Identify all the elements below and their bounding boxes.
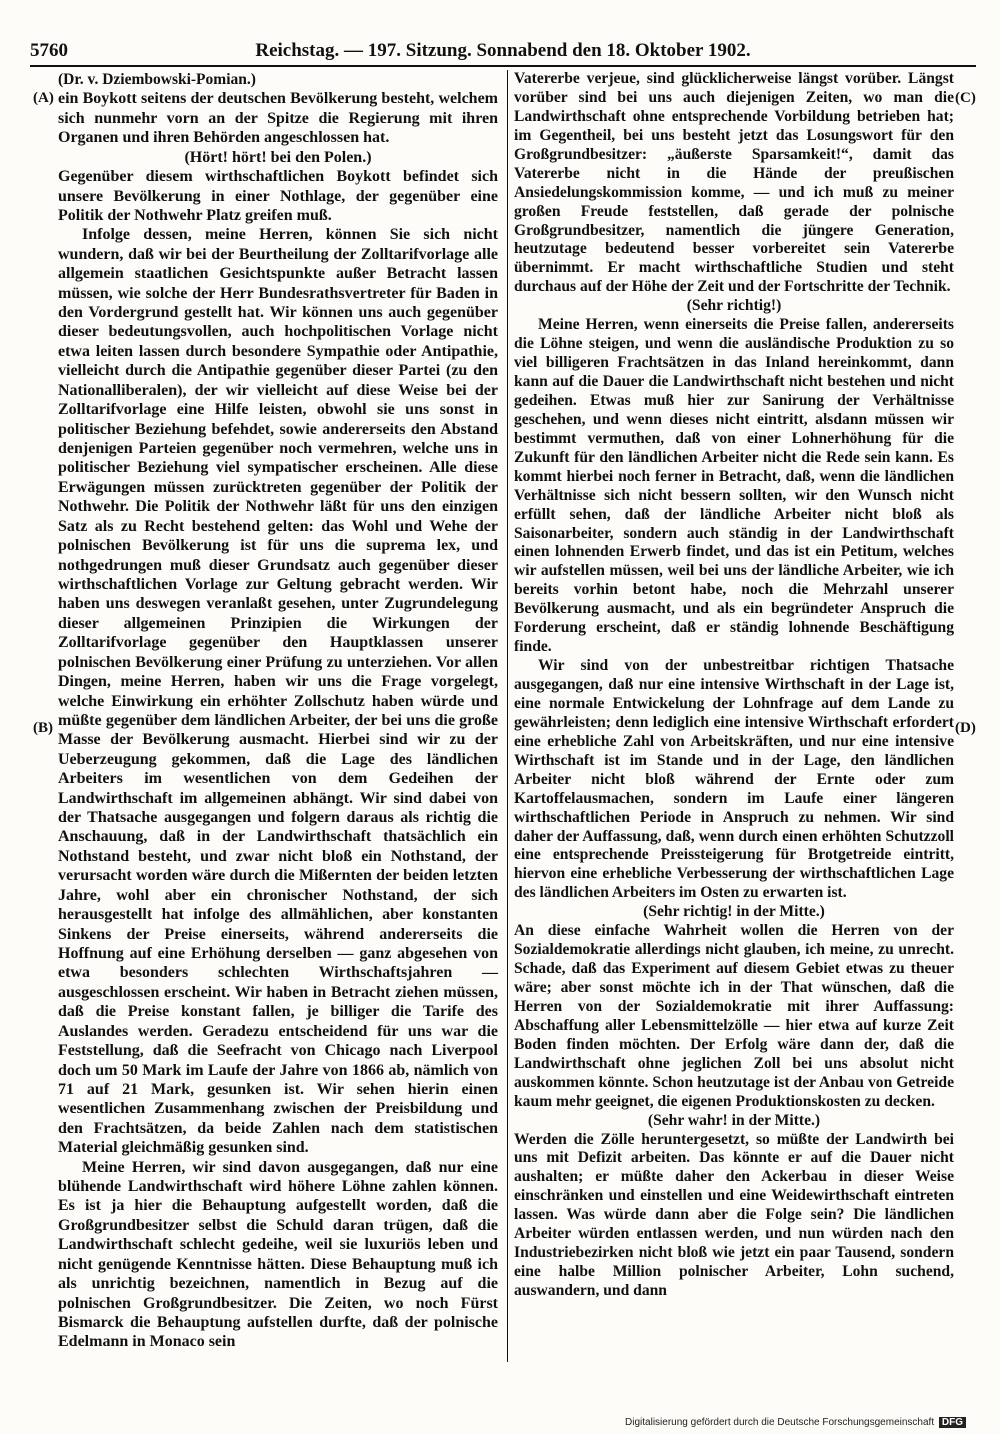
header-rule [30,65,976,67]
page-title: Reichstag. — 197. Sitzung. Sonnabend den 18. Oktober 1902. [255,40,751,61]
paragraph: Vatererbe verjeue, sind glücklicherweise längst vorüber. Längst vorüber sind bei uns auch diejenigen Zeiten, wo man die Landwirthschaft ohne entsprechende Vorbildung betrieben hat; im Gegentheil, bei uns besteht jetzt das Losungswort für den Großgrundbesitzer: „äußerste Sparsamkeit!“, damit das Vatererbe nicht in die Hände der preußischen Ansiedelungskommission komme, — und ich muß zu meiner großen Freude feststellen, daß gerade der polnische Großgrundbesitzer, namentlich die jüngere Generation, heutzutage bedeutend besser vorbereitet sein Vatererbe übernimmt. Er macht wirthschaftliche Studien und steht durchaus auf der Höhe der Zeit und der Fortschritte der Technik. [514,70,954,296]
footer-text: Digitalisierung gefördert durch die Deutsche Forschungsgemeinschaft [625,1417,935,1428]
column-divider [507,70,508,1362]
page-number: 5760 [30,40,68,61]
paragraph: Wir sind von der unbestreitbar richtigen Thatsache ausgegangen, daß nur eine intensive Wirthschaft in der Lage ist, eine normale Entwickelung der Lohnfrage auf dem Lande zu gewährleisten; denn lediglich eine intensive Wirthschaft erfordert eine erhebliche Zahl von Arbeitskräften, und nur eine intensive Wirthschaft ist im Stande und in der Lage, den ländlichen Arbeiter nicht bloß während der Ernte oder zum Kartoffelausmachen, sondern im Laufe einer längeren wirthschaftlichen Periode in Anspruch zu nehmen. Wir sind daher der Auffassung, daß, wenn durch einen erhöhten Schutzzoll eine entsprechende Preissteigerung für Brotgetreide eintritt, hiervon eine erhebliche Verbesserung der wirthschaftlichen Lage des ländlichen Arbeiters im Osten zu erwarten ist. [514,657,954,902]
interjection: (Sehr richtig!) [686,297,782,315]
paragraph: Werden die Zölle heruntergesetzt, so müßte der Landwirth bei uns mit Defizit arbeiten. Das könnte er auf die Dauer nicht aushalten; er müßte daher den Ackerbau in dieser Weise einschränken und einstellen und eine Weidewirthschaft eintreten lassen. Was würde dann aber die Folge sein? Die ländlichen Arbeiter würden entlassen werden, und nun würden nach den Industriebezirken nicht bloß wie jetzt ein paar Tausend, sondern eine halbe Million polnischer Arbeiter, Lohn suchend, auswandern, und dann [514,1130,954,1299]
right-column [514,70,954,1301]
paragraph: Gegenüber diesem wirthschaftlichen Boykott befindet sich unsere Bevölkerung in einer Nothlage, der gegenüber eine Politik der Nothwehr Platz greifen muß. [58,168,498,224]
paragraph: An diese einfache Wahrheit wollen die Herren von der Sozialdemokratie allerdings nicht glauben, ich meine, zu unrecht. Schade, daß das Experiment auf diesem Gebiet etwas zu theuer wäre; aber sonst möchte ich in der That wünschen, daß die Herren von der Sozialdemokratie mit ihrer Auffassung: Abschaffung aller Lebensmittelzölle — hier etwa auf kurze Zeit Boden finden möchten. Der Erfolg wäre dann der, daß die Landwirthschaft ohne jeglichen Zoll bei uns absolut nicht auskommen könnte. Schon heutzutage ist der Anbau von Getreide kaum mehr geeignet, die eigenen Produktionskosten zu decken. [514,922,954,1110]
paragraph: ein Boykott seitens der deutschen Bevölkerung besteht, welchem sich nunmehr vorn an der Spitze die Regierung mit ihren Organen und ihren Behörden angeschlossen hat. [58,90,498,147]
paragraph: Meine Herren, wenn einerseits die Preise fallen, andererseits die Löhne steigen, und wenn die ausländische Produktion zu so viel billigeren Frachtsätzen in das Inland hereinkommt, dann kann auf die Dauer die Landwirthschaft nicht bestehen und nicht gedeihen. Etwas muß hier zur Sanirung der Verhältnisse geschehen, und wenn dieses nicht eintritt, alsdann müssen wir bestimmt vermuthen, daß von einer Lohnerhöhung für die Zukunft für den ländlichen Arbeiter nicht die Rede sein kann. Es kommt hierbei noch ferner in Betracht, daß, wenn die ländlichen Verhältnisse sich nicht bessern sollten, wir den Wunsch nicht erfüllt sehen, daß der ländliche Arbeiter nicht bloß als Saisonarbeiter, sondern auch ständig in der Landwirthschaft einen lohnenden Erwerb findet, und das ist ein Petitum, welches wir aufstellen müssen, weil bei uns der ländliche Arbeiter, wie ich bereits vorhin betont habe, noch die Mehrzahl unserer Bevölkerung ausmacht, und als ein begründeter Anspruch die Forderung erscheint, daß er ständig lohnende Beschäftigung finde. [514,316,954,656]
left-column [58,70,498,1352]
dfg-logo: DFG [939,1417,966,1428]
paragraph: Meine Herren, wir sind davon ausgegangen, daß nur eine blühende Landwirthschaft wird höhere Löhne zahlen können. Es ist ja hier die Behauptung aufgestellt worden, daß die Großgrundbesitzer selbst die Schuld daran trügen, daß die Landwirthschaft schlecht gedeihe, weil sie luxuriös leben und nicht genügende Kenntnisse hätten. Diese Behauptung muß ich als unrichtig bezeichnen, namentlich in Bezug auf die polnischen Großgrundbesitzer. Die Zeiten, wo noch Fürst Bismarck die Behauptung aufstellen durfte, daß der polnische Edelmann in Monaco sein [58,1158,498,1351]
margin-mark-a: (A) [33,90,54,106]
paragraph: Infolge dessen, meine Herren, können Sie sich nicht wundern, daß wir bei der Beurtheilung der Zolltarifvorlage alle allgemein staatlichen Gesichtspunkte außer Betracht lassen müssen, wie solche der Herr Bundesrathsvertreter für Baden in den Vordergrund gestellt hat. Wir können uns auch gegenüber dieser bedeutungsvollen, auch hochpolitischen Vorlage nicht etwa leiten lassen durch besondere Sympathie oder Antipathie, vielleicht durch die Antipathie gegenüber dieser Partei (zu den Nationalliberalen), der wir vielleicht auf diese Weise bei der Zolltarifvorlage eine Hilfe leisten, obwohl sie uns sonst in politischer Beziehung befehdet, sowie andererseits den Abstand denjenigen Parteien gegenüber noch vermehren, welche uns in politischer Beziehung viel sympatischer erscheinen. Alle diese Erwägungen müssen zurücktreten gegenüber der Politik der Nothwehr. Die Politik der Nothwehr läßt für uns den einzigen Satz als zu Recht bestehend gelten: das Wohl und Wehe der polnischen Bevölkerung ist für uns die suprema lex, und nothgedrungen muß dieser Grundsatz auch gegenüber dieser wirthschaftlichen Vorlage zur Geltung gebracht werden. Wir haben uns deswegen veranlaßt gesehen, unter Zugrundelegung dieser allgemeinen Prinzipien die Wirkungen der Zolltarifvorlage gegenüber den Hauptklassen unserer polnischen Bevölkerung einer Prüfung zu unterziehen. Vor allen Dingen, meine Herren, haben wir uns die Frage vorgelegt, welche Einwirkung ein erhöhter Zollschutz haben würde und müßte gegenüber dem ländlichen Arbeiter, der bei uns die große Masse der Bevölkerung ausmacht. Hierbei sind wir zu der Ueberzeugung gekommen, daß die Lage des ländlichen Arbeiters im wesentlichen von dem Gedeihen der Landwirthschaft im allgemeinen abhängt. Wir sind dabei von der Thatsache ausgegangen und folgern daraus als richtig die Anschauung, daß in der Landwirthschaft thatsächlich ein Nothstand besteht, und zwar nicht bloß ein Nothstand, der verursacht worden wäre durch die Mißernten der beiden letzten Jahre, wohl aber ein chronischer Nothstand, der sich herausgestellt hat infolge des allmählichen, aber konstanten Sinkens der Preise einerseits, während andererseits die Hoffnung auf eine Erhöhung derselben — ganz abgesehen von etwa besonders schlechten Wirthschaftsjahren — ausgeschlossen erscheint. Wir haben in Betracht ziehen müssen, daß die Preise konstant fallen, je billiger die Tarife des Auslandes werden. Geradezu entscheidend für uns war die Feststellung, daß die Seefracht von Chicago nach Liverpool doch um 50 Mark im Laufe der Jahre von 1866 ab, nämlich von 71 auf 21 Mark, gesunken ist. Wir sehen hierin einen wesentlichen Zusammenhang zwischen der Preisbildung und den Frachtsätzen, da beide Zahlen nach dem statistischen Material gleichmäßig gesunken sind. [58,226,498,1157]
margin-mark-d: (D) [955,720,976,736]
interjection: (Sehr wahr! in der Mitte.) [647,1111,821,1129]
interjection: (Hört! hört! bei den Polen.) [184,148,372,166]
footer [625,1417,966,1428]
speaker-attribution: (Dr. v. Dziembowski-Pomian.) [58,71,256,88]
interjection: (Sehr richtig! in der Mitte.) [643,903,825,921]
margin-mark-c: (C) [955,90,976,106]
page-header [30,40,976,66]
margin-mark-b: (B) [33,720,53,736]
